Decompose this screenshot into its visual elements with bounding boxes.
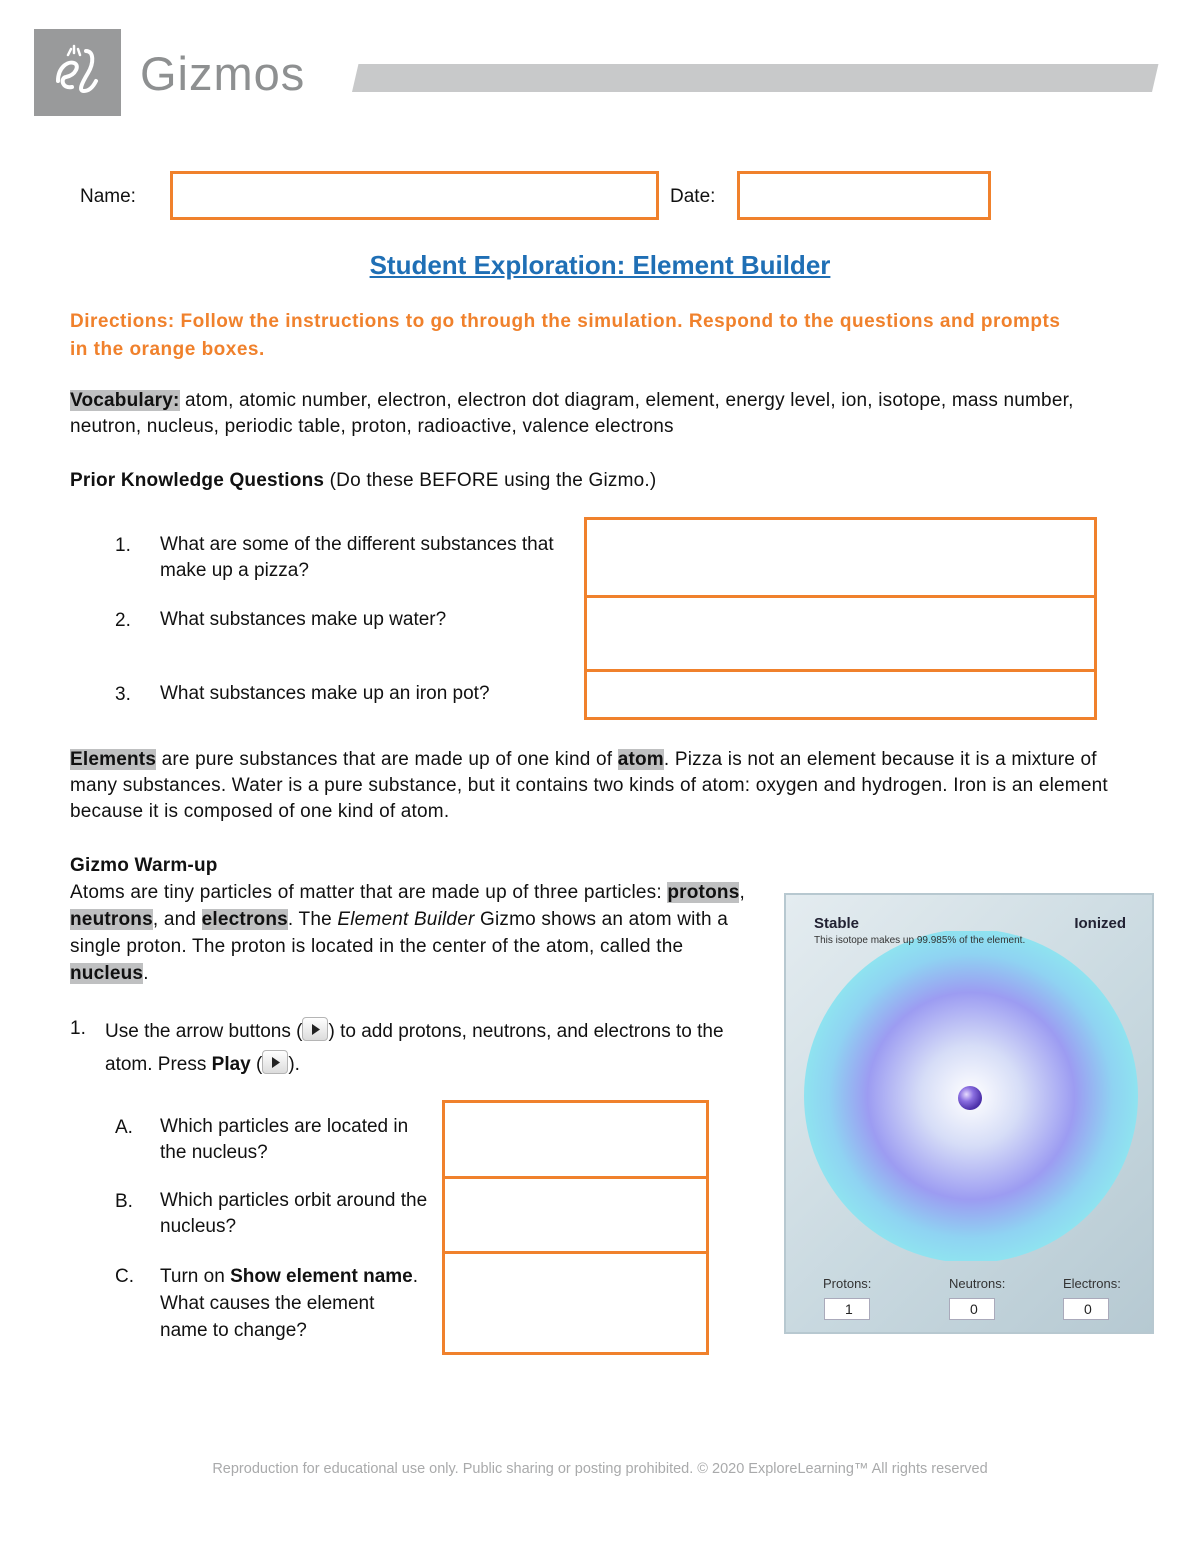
- gizmo-name: Element Builder: [337, 909, 475, 930]
- electrons-field[interactable]: 0: [1063, 1298, 1109, 1320]
- term-nucleus: nucleus: [70, 963, 144, 984]
- q-c-text: [160, 1263, 420, 1344]
- prior-note: (Do these BEFORE using the Gizmo.): [324, 470, 657, 491]
- prior-q2-answer[interactable]: [584, 595, 1097, 672]
- q-a-answer[interactable]: [442, 1100, 709, 1179]
- term-elements: Elements: [70, 749, 157, 770]
- arrow-button-icon: [302, 1017, 328, 1041]
- term-electrons: electrons: [201, 909, 288, 930]
- protons-label: Protons:: [823, 1276, 872, 1291]
- gizmo-screenshot: [784, 893, 1154, 1334]
- prior-heading: Prior Knowledge Questions: [70, 470, 325, 491]
- warmup-text-4: . The: [287, 909, 338, 930]
- directions: Directions: Follow the instructions to go through the simulation. Respond to the questions and prompts in the orange boxes.: [70, 311, 1061, 360]
- el-logo-icon: [34, 29, 121, 116]
- vocabulary-label: Vocabulary:: [70, 390, 180, 411]
- step-1-text-c: (: [250, 1054, 263, 1075]
- step-1-text-a: Use the arrow buttons (: [105, 1021, 303, 1042]
- brand-name: Gizmos: [140, 47, 306, 100]
- prior-knowledge-heading: [70, 468, 1120, 494]
- q-b-letter: B.: [115, 1191, 133, 1212]
- show-element-name-label: Show element name: [230, 1266, 413, 1287]
- ionized-label: Ionized: [1074, 915, 1126, 932]
- q-c-text-pre: Turn on: [160, 1266, 231, 1287]
- vocabulary: [70, 388, 1120, 440]
- date-field[interactable]: [737, 171, 991, 220]
- prior-q1-answer[interactable]: [584, 517, 1097, 598]
- prior-q1-num: 1.: [115, 535, 131, 556]
- vocabulary-text: atom, atomic number, electron, electron dot diagram, element, energy level, ion, isotope, mass number, neutron, nucleus, periodic table, proton, radioactive, valence electrons: [70, 390, 1074, 437]
- q-b-text: Which particles orbit around the nucleus?: [160, 1190, 428, 1237]
- step-1-text: [105, 1015, 765, 1081]
- term-neutrons: neutrons: [70, 909, 153, 930]
- q-c-letter: C.: [115, 1266, 134, 1287]
- proton-particle: [958, 1086, 982, 1110]
- prior-q1-text: What are some of the different substances that make up a pizza?: [160, 534, 554, 581]
- warmup-text-6: .: [143, 963, 149, 984]
- date-label: Date:: [670, 186, 716, 207]
- step-1-num: 1.: [70, 1018, 86, 1039]
- play-button-icon: [262, 1050, 288, 1074]
- term-atom: atom: [617, 749, 664, 770]
- page-title: Student Exploration: Element Builder: [369, 250, 831, 280]
- electrons-label: Electrons:: [1063, 1276, 1121, 1291]
- warmup-text-1: Atoms are tiny particles of matter that are made up of three particles:: [70, 882, 668, 903]
- q-b-answer[interactable]: [442, 1176, 709, 1254]
- warmup-paragraph: [70, 879, 760, 987]
- neutrons-label: Neutrons:: [949, 1276, 1006, 1291]
- term-protons: protons: [667, 882, 740, 903]
- elements-paragraph: [70, 747, 1120, 825]
- play-label: Play: [211, 1054, 251, 1075]
- protons-field[interactable]: 1: [824, 1298, 870, 1320]
- elements-text-1: are pure substances that are made up of one kind of: [156, 749, 618, 770]
- elements-text-2: . Pizza is not an element because it is a mixture of many substances. Water is a pure substance, but it contains two kinds of atom: oxygen and hydrogen. Iron is an element because it is composed of one kind of atom.: [70, 749, 1108, 822]
- q-a-text: Which particles are located in the nucleus?: [160, 1116, 409, 1163]
- stable-label: Stable: [814, 915, 860, 932]
- isotope-note: This isotope makes up 99.985% of the element.: [814, 935, 1026, 946]
- warmup-heading: Gizmo Warm-up: [70, 855, 218, 876]
- prior-q3-answer[interactable]: [584, 669, 1097, 720]
- q-c-text-post: . What causes the element name to change?: [160, 1266, 419, 1341]
- footer-copyright: Reproduction for educational use only. Public sharing or posting prohibited. © 2020 ExploreLearning™ All rights reserved: [212, 1461, 988, 1477]
- brand-logo: [34, 29, 121, 116]
- name-label: Name:: [80, 186, 136, 207]
- warmup-text-3: , and: [152, 909, 202, 930]
- header-bar: [352, 64, 1158, 92]
- q-c-answer[interactable]: [442, 1251, 709, 1355]
- atom-diagram: [804, 931, 1138, 1261]
- warmup-text-5: Gizmo shows an atom with a single proton. The proton is located in the center of the atom, called the: [70, 909, 729, 957]
- prior-q2-num: 2.: [115, 610, 131, 631]
- name-field[interactable]: [170, 171, 659, 220]
- q-a-letter: A.: [115, 1117, 133, 1138]
- prior-q2-text: What substances make up water?: [160, 609, 447, 630]
- warmup-text-2: ,: [739, 882, 745, 903]
- prior-q3-num: 3.: [115, 684, 131, 705]
- step-1-text-d: ).: [288, 1054, 300, 1075]
- neutrons-field[interactable]: 0: [949, 1298, 995, 1320]
- prior-q3-text: What substances make up an iron pot?: [160, 683, 490, 704]
- step-1-text-b: ) to add protons, neutrons, and electrons to the atom. Press: [105, 1021, 724, 1075]
